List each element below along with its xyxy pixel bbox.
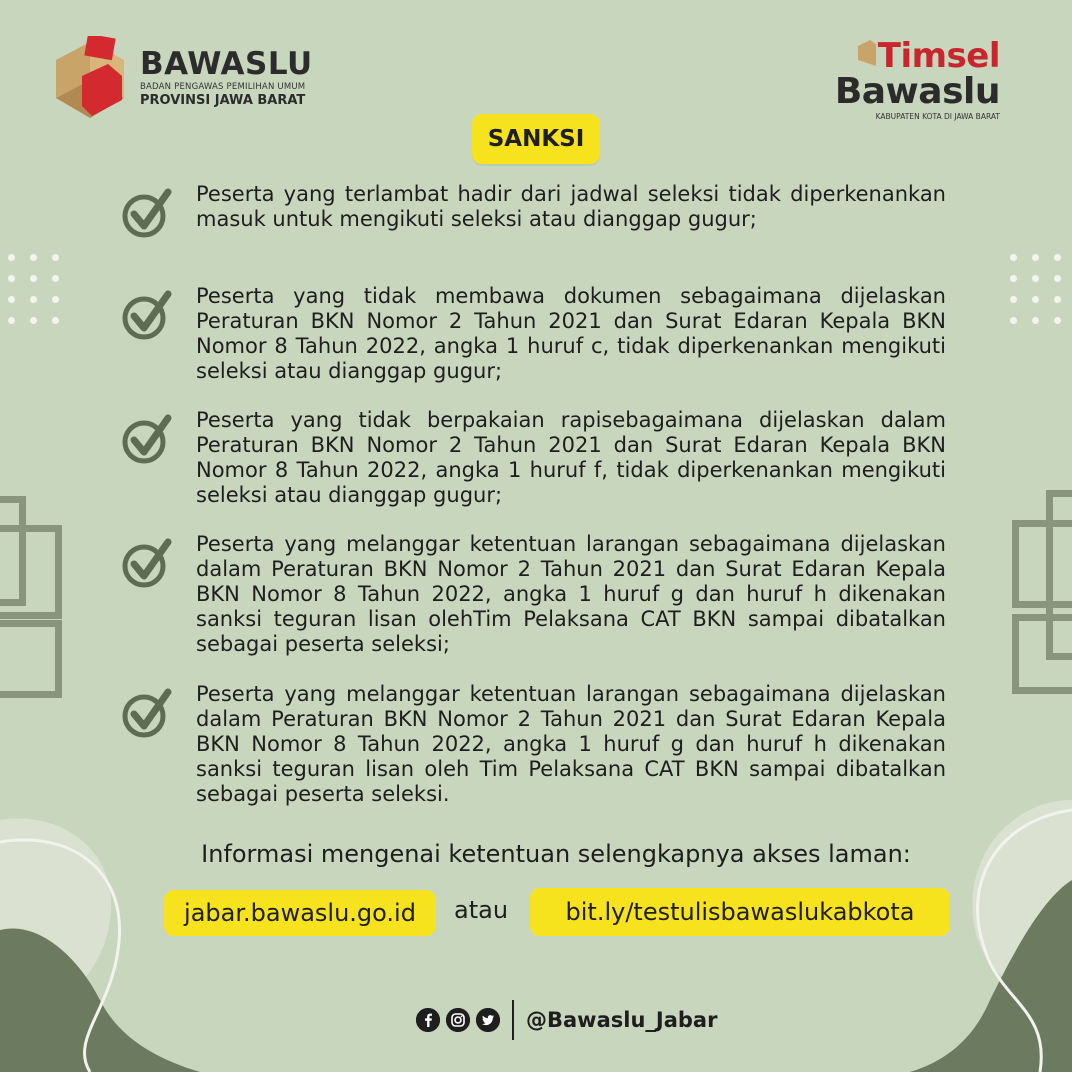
link-bitly[interactable]: bit.ly/testulisbawaslukabkota [530, 888, 950, 936]
bawaslu-subtitle: BADAN PENGAWAS PEMILIHAN UMUM [140, 82, 306, 92]
sanction-item [120, 284, 946, 384]
check-circle-icon [120, 536, 172, 588]
title-badge: SANKSI [472, 114, 600, 164]
check-circle-icon [120, 686, 172, 738]
timsel-bawaslu-logo [835, 38, 1000, 121]
sanction-item [120, 682, 946, 807]
facebook-icon[interactable] [416, 1008, 440, 1032]
link-jabar-bawaslu[interactable]: jabar.bawaslu.go.id [164, 890, 436, 936]
social-handle[interactable]: @Bawaslu_Jabar [526, 1008, 718, 1032]
bawaslu-province: PROVINSI JAWA BARAT [140, 93, 306, 108]
check-circle-icon [120, 186, 172, 238]
timsel-emblem-icon [858, 40, 876, 66]
sanction-item [120, 182, 946, 238]
bawaslu-wordmark: BAWASLU [140, 46, 313, 82]
bawaslu-logo [52, 36, 313, 120]
check-circle-icon [120, 288, 172, 340]
info-text: Informasi mengenai ketentuan selengkapnya akses laman: [201, 840, 911, 868]
sanction-text: Peserta yang tidak membawa dokumen sebagaimana dijelaskan Peraturan BKN Nomor 2 Tahun 2021 dan Surat Edaran Kepala BKN Nomor 8 Tahun 2022, angka 1 huruf c, tidak diperkenankan mengikuti seleksi atau dianggap gugur; [196, 284, 946, 383]
bawaslu-emblem-icon [52, 36, 128, 120]
sanction-text: Peserta yang melanggar ketentuan larangan sebagaimana dijelaskan dalam Peraturan BKN Nomor 2 Tahun 2021 dan Surat Edaran Kepala BKN Nomor 8 Tahun 2022, angka 1 huruf g dan huruf h dikenakan sanksi teguran lisan olehTim Pelaksana CAT BKN sampai dibatalkan sebagai peserta seleksi; [196, 532, 946, 656]
sanction-item [120, 408, 946, 508]
square-frame-right-2 [1012, 520, 1072, 608]
instagram-icon[interactable] [446, 1008, 470, 1032]
link-separator: atau [454, 896, 509, 924]
bawaslu-wordmark-right: Bawaslu [834, 71, 1000, 112]
sanction-text: Peserta yang tidak berpakaian rapisebagaimana dijelaskan dalam Peraturan BKN Nomor 2 Tahun 2021 dan Surat Edaran Kepala BKN Nomor 8 Tahun 2022, angka 1 huruf f, tidak diperkenankan mengikuti seleksi atau dianggap gugur; [196, 408, 946, 507]
footer-divider [512, 1000, 514, 1040]
sanction-text: Peserta yang terlambat hadir dari jadwal seleksi tidak diperkenankan masuk untuk mengikuti seleksi atau dianggap gugur; [196, 182, 946, 231]
sanction-item [120, 532, 946, 657]
sanction-text: Peserta yang melanggar ketentuan larangan sebagaimana dijelaskan dalam Peraturan BKN Nomor 2 Tahun 2021 dan Surat Edaran Kepala BKN Nomor 8 Tahun 2022, angka 1 huruf g dan huruf h dikenakan sanksi teguran lisan oleh Tim Pelaksana CAT BKN sampai dibatalkan sebagai peserta seleksi. [196, 682, 946, 806]
dot-grid-left [8, 254, 60, 324]
square-frame-left-2 [0, 525, 62, 619]
square-frame-left-3 [0, 620, 62, 698]
timsel-subtitle: KABUPATEN KOTA DI JAWA BARAT [875, 112, 1000, 121]
square-frame-right-3 [1012, 614, 1072, 694]
social-footer [416, 1000, 717, 1040]
check-circle-icon [120, 412, 172, 464]
twitter-icon[interactable] [476, 1008, 500, 1032]
timsel-wordmark: Timsel [877, 36, 1000, 76]
dot-grid-right [1010, 254, 1062, 324]
